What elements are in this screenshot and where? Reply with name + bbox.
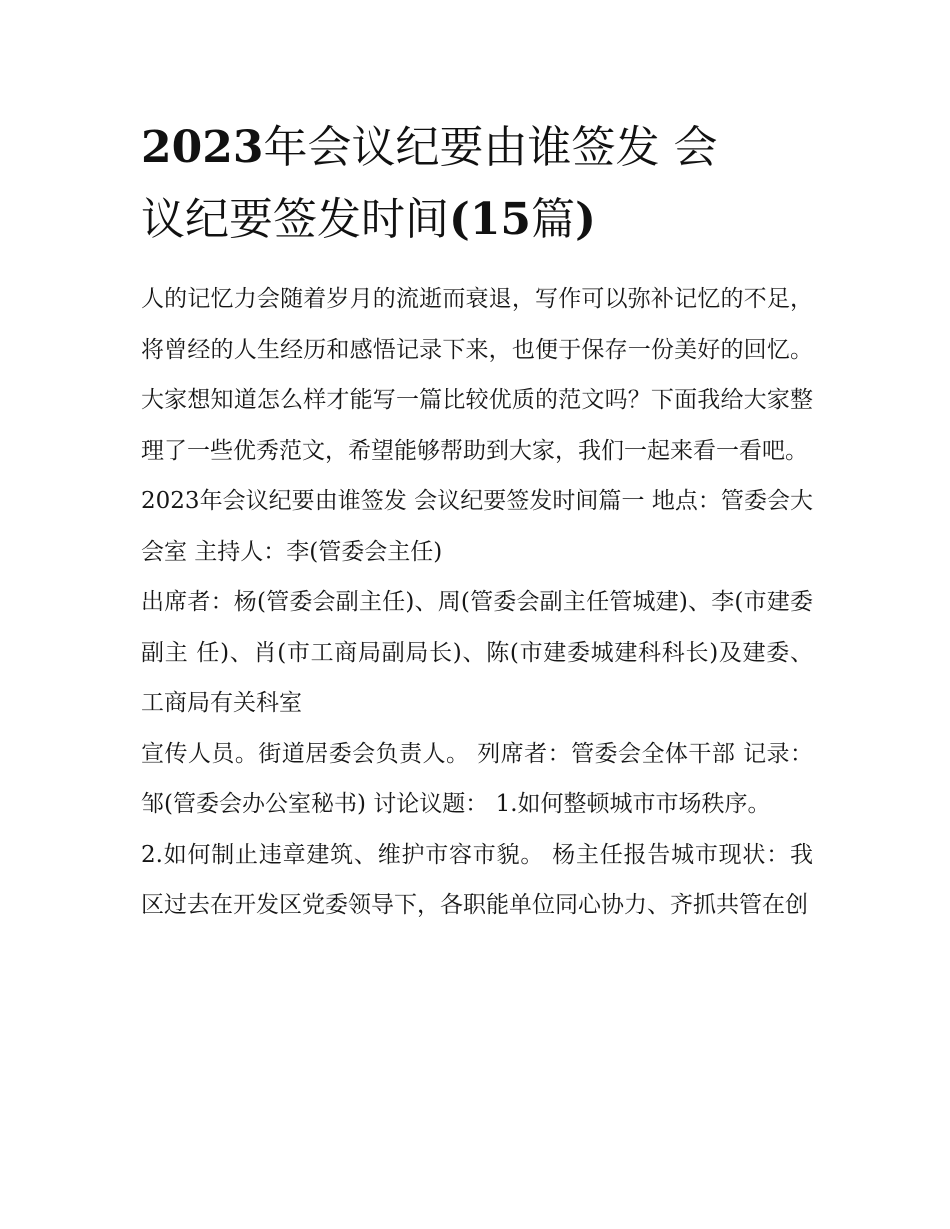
paragraph-meeting-info: 2023年会议纪要由谁签发 会议纪要签发时间篇一 地点：管委会大会室 主持人：李(管委会主任) bbox=[141, 488, 813, 565]
document-body bbox=[141, 274, 813, 931]
document-content bbox=[141, 112, 813, 931]
paragraph-agenda: 宣传人员。街道居委会负责人。 列席者：管委会全体干部 记录：邹(管委会办公室秘书) 讨论议题： 1.如何整顿城市市场秩序。 bbox=[141, 740, 813, 817]
paragraph-report: 2.如何制止违章建筑、维护市容市貌。 杨主任报告城市现状：我区过去在开发区党委领导下，各职能单位同心协力、齐抓共管在创 bbox=[141, 841, 813, 918]
paragraph-intro: 人的记忆力会随着岁月的流逝而衰退，写作可以弥补记忆的不足，将曾经的人生经历和感悟记录下来，也便于保存一份美好的回忆。大家想知道怎么样才能写一篇比较优质的范文吗？下面我给大家整理了一些优秀范文，希望能够帮助到大家，我们一起来看一看吧。 bbox=[141, 286, 813, 464]
document-title bbox=[141, 112, 813, 256]
title-line-2: 议纪要签发时间(15篇) bbox=[141, 194, 596, 245]
paragraph-attendees: 出席者：杨(管委会副主任)、周(管委会副主任管城建)、李(市建委副主 任)、肖(市工商局副局长)、陈(市建委城建科科长)及建委、工商局有关科室 bbox=[141, 589, 813, 716]
title-line-1: 2023年会议纪要由谁签发 会 bbox=[141, 122, 718, 173]
